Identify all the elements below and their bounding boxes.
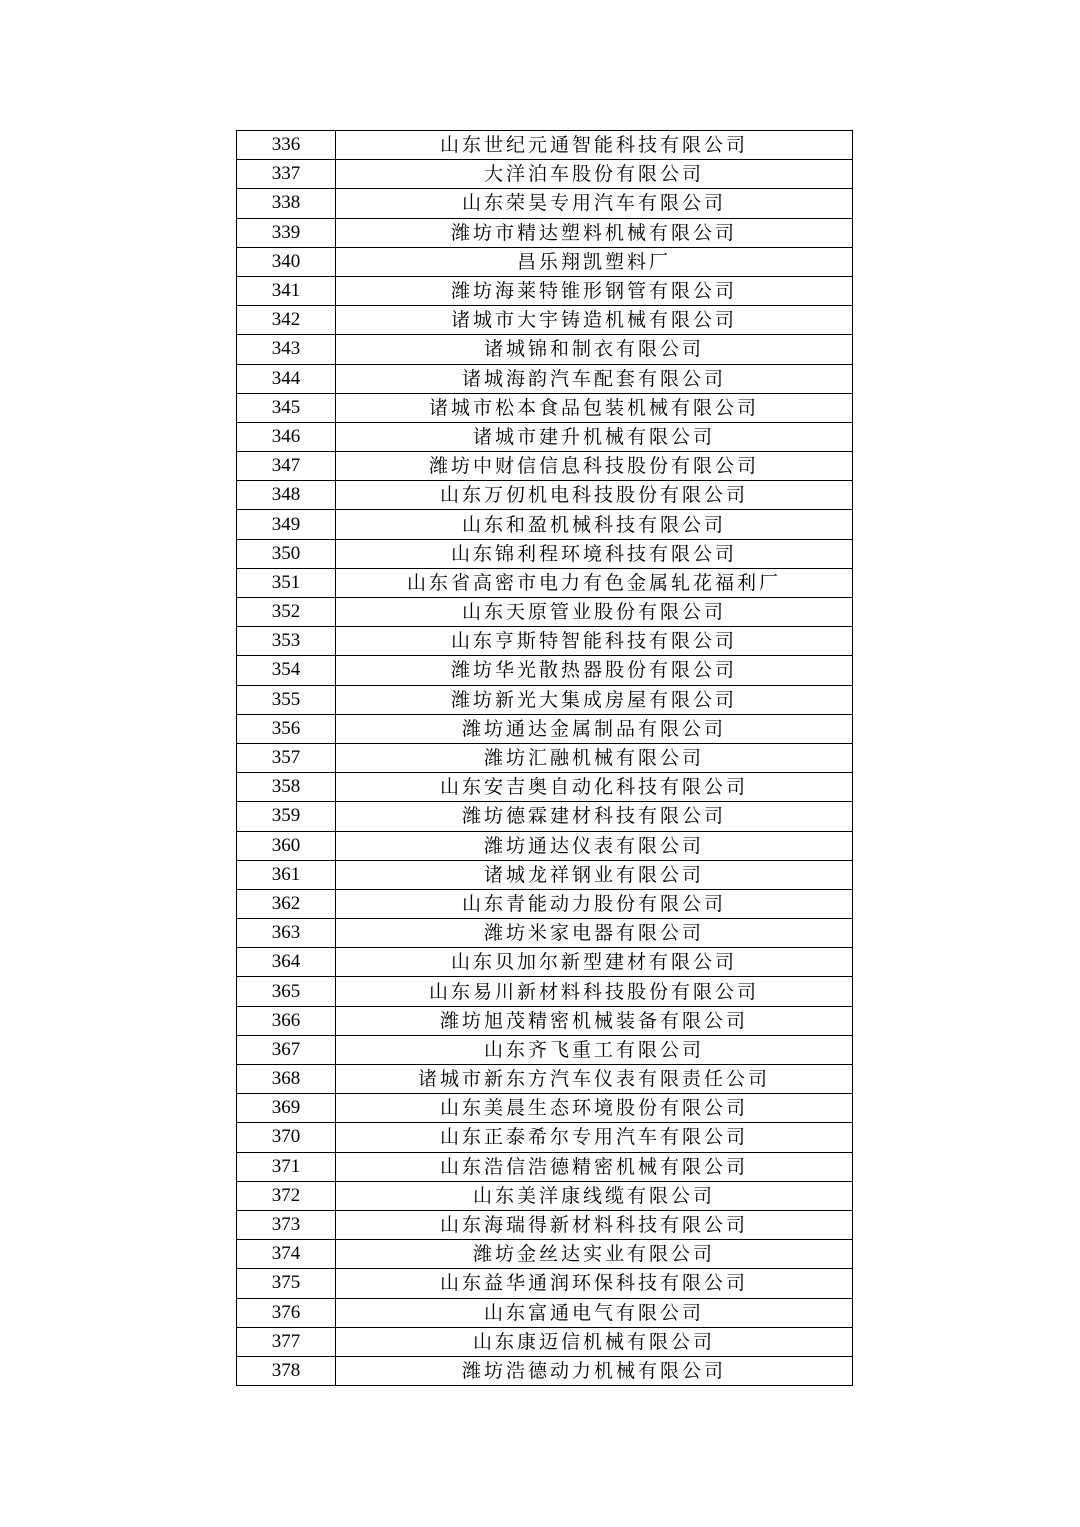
company-name: 大洋泊车股份有限公司 — [336, 160, 853, 189]
table-row — [237, 1356, 853, 1385]
table-row — [237, 189, 853, 218]
company-name: 诸城市建升机械有限公司 — [336, 422, 853, 451]
company-name: 诸城市松本食品包装机械有限公司 — [336, 393, 853, 422]
row-number: 355 — [237, 685, 336, 714]
company-name: 山东省高密市电力有色金属轧花福利厂 — [336, 568, 853, 597]
company-name: 山东和盈机械科技有限公司 — [336, 510, 853, 539]
table-row — [237, 889, 853, 918]
row-number: 364 — [237, 948, 336, 977]
row-number: 376 — [237, 1298, 336, 1327]
company-name: 昌乐翔凯塑料厂 — [336, 247, 853, 276]
table-row — [237, 656, 853, 685]
row-number: 346 — [237, 422, 336, 451]
table-row — [237, 598, 853, 627]
company-name: 诸城海韵汽车配套有限公司 — [336, 364, 853, 393]
company-name: 山东美晨生态环境股份有限公司 — [336, 1094, 853, 1123]
company-name: 诸城龙祥钢业有限公司 — [336, 860, 853, 889]
table-row — [237, 1210, 853, 1239]
table-row — [237, 1123, 853, 1152]
company-name: 潍坊金丝达实业有限公司 — [336, 1240, 853, 1269]
row-number: 336 — [237, 131, 336, 160]
row-number: 354 — [237, 656, 336, 685]
table-row — [237, 276, 853, 305]
row-number: 339 — [237, 218, 336, 247]
company-name: 山东天原管业股份有限公司 — [336, 598, 853, 627]
table-row — [237, 919, 853, 948]
table-row — [237, 1006, 853, 1035]
table-row — [237, 539, 853, 568]
table-row — [237, 1181, 853, 1210]
table-row — [237, 743, 853, 772]
company-name: 潍坊浩德动力机械有限公司 — [336, 1356, 853, 1385]
table-row — [237, 860, 853, 889]
company-name: 山东锦利程环境科技有限公司 — [336, 539, 853, 568]
company-name: 山东亨斯特智能科技有限公司 — [336, 627, 853, 656]
row-number: 370 — [237, 1123, 336, 1152]
table-row — [237, 1327, 853, 1356]
table-row — [237, 364, 853, 393]
company-name: 山东荣昊专用汽车有限公司 — [336, 189, 853, 218]
table-row — [237, 627, 853, 656]
table-row — [237, 948, 853, 977]
row-number: 375 — [237, 1269, 336, 1298]
table-row — [237, 773, 853, 802]
table-row — [237, 160, 853, 189]
row-number: 360 — [237, 831, 336, 860]
table-row — [237, 131, 853, 160]
company-list-body — [237, 131, 853, 1386]
row-number: 338 — [237, 189, 336, 218]
table-row — [237, 1269, 853, 1298]
row-number: 372 — [237, 1181, 336, 1210]
row-number: 369 — [237, 1094, 336, 1123]
row-number: 349 — [237, 510, 336, 539]
table-row — [237, 247, 853, 276]
row-number: 337 — [237, 160, 336, 189]
table-row — [237, 1152, 853, 1181]
company-name: 山东富通电气有限公司 — [336, 1298, 853, 1327]
table-row — [237, 218, 853, 247]
row-number: 367 — [237, 1035, 336, 1064]
row-number: 358 — [237, 773, 336, 802]
table-row — [237, 1035, 853, 1064]
company-name: 山东美洋康线缆有限公司 — [336, 1181, 853, 1210]
company-name: 山东青能动力股份有限公司 — [336, 889, 853, 918]
row-number: 353 — [237, 627, 336, 656]
company-name: 山东康迈信机械有限公司 — [336, 1327, 853, 1356]
row-number: 362 — [237, 889, 336, 918]
table-row — [237, 1298, 853, 1327]
table-row — [237, 393, 853, 422]
row-number: 361 — [237, 860, 336, 889]
row-number: 377 — [237, 1327, 336, 1356]
row-number: 344 — [237, 364, 336, 393]
company-name: 潍坊米家电器有限公司 — [336, 919, 853, 948]
row-number: 356 — [237, 714, 336, 743]
table-row — [237, 422, 853, 451]
row-number: 350 — [237, 539, 336, 568]
table-row — [237, 685, 853, 714]
row-number: 363 — [237, 919, 336, 948]
company-name: 山东易川新材料科技股份有限公司 — [336, 977, 853, 1006]
company-name: 山东正泰希尔专用汽车有限公司 — [336, 1123, 853, 1152]
table-row — [237, 977, 853, 1006]
company-name: 潍坊海莱特锥形钢管有限公司 — [336, 276, 853, 305]
company-name: 潍坊华光散热器股份有限公司 — [336, 656, 853, 685]
company-name: 山东世纪元通智能科技有限公司 — [336, 131, 853, 160]
table-row — [237, 714, 853, 743]
company-name: 潍坊旭茂精密机械装备有限公司 — [336, 1006, 853, 1035]
row-number: 343 — [237, 335, 336, 364]
table-row — [237, 568, 853, 597]
table-row — [237, 802, 853, 831]
row-number: 341 — [237, 276, 336, 305]
company-name: 诸城市新东方汽车仪表有限责任公司 — [336, 1065, 853, 1094]
row-number: 378 — [237, 1356, 336, 1385]
company-name: 潍坊通达金属制品有限公司 — [336, 714, 853, 743]
row-number: 366 — [237, 1006, 336, 1035]
company-name: 潍坊市精达塑料机械有限公司 — [336, 218, 853, 247]
table-row — [237, 452, 853, 481]
company-name: 潍坊新光大集成房屋有限公司 — [336, 685, 853, 714]
table-row — [237, 1240, 853, 1269]
table-row — [237, 306, 853, 335]
row-number: 374 — [237, 1240, 336, 1269]
row-number: 342 — [237, 306, 336, 335]
table-row — [237, 335, 853, 364]
table-row — [237, 481, 853, 510]
company-name: 山东齐飞重工有限公司 — [336, 1035, 853, 1064]
company-name: 潍坊通达仪表有限公司 — [336, 831, 853, 860]
row-number: 351 — [237, 568, 336, 597]
row-number: 373 — [237, 1210, 336, 1239]
company-name: 潍坊中财信信息科技股份有限公司 — [336, 452, 853, 481]
row-number: 359 — [237, 802, 336, 831]
company-name: 诸城市大宇铸造机械有限公司 — [336, 306, 853, 335]
row-number: 348 — [237, 481, 336, 510]
row-number: 340 — [237, 247, 336, 276]
table-row — [237, 1065, 853, 1094]
company-name: 山东益华通润环保科技有限公司 — [336, 1269, 853, 1298]
row-number: 352 — [237, 598, 336, 627]
company-name: 潍坊德霖建材科技有限公司 — [336, 802, 853, 831]
table-row — [237, 510, 853, 539]
row-number: 365 — [237, 977, 336, 1006]
row-number: 371 — [237, 1152, 336, 1181]
company-name: 山东安吉奥自动化科技有限公司 — [336, 773, 853, 802]
row-number: 345 — [237, 393, 336, 422]
row-number: 357 — [237, 743, 336, 772]
company-name: 潍坊汇融机械有限公司 — [336, 743, 853, 772]
row-number: 368 — [237, 1065, 336, 1094]
company-name: 山东贝加尔新型建材有限公司 — [336, 948, 853, 977]
company-name: 诸城锦和制衣有限公司 — [336, 335, 853, 364]
company-list-table — [236, 130, 853, 1386]
company-name: 山东浩信浩德精密机械有限公司 — [336, 1152, 853, 1181]
row-number: 347 — [237, 452, 336, 481]
company-name: 山东万仞机电科技股份有限公司 — [336, 481, 853, 510]
company-name: 山东海瑞得新材料科技有限公司 — [336, 1210, 853, 1239]
table-row — [237, 1094, 853, 1123]
table-row — [237, 831, 853, 860]
